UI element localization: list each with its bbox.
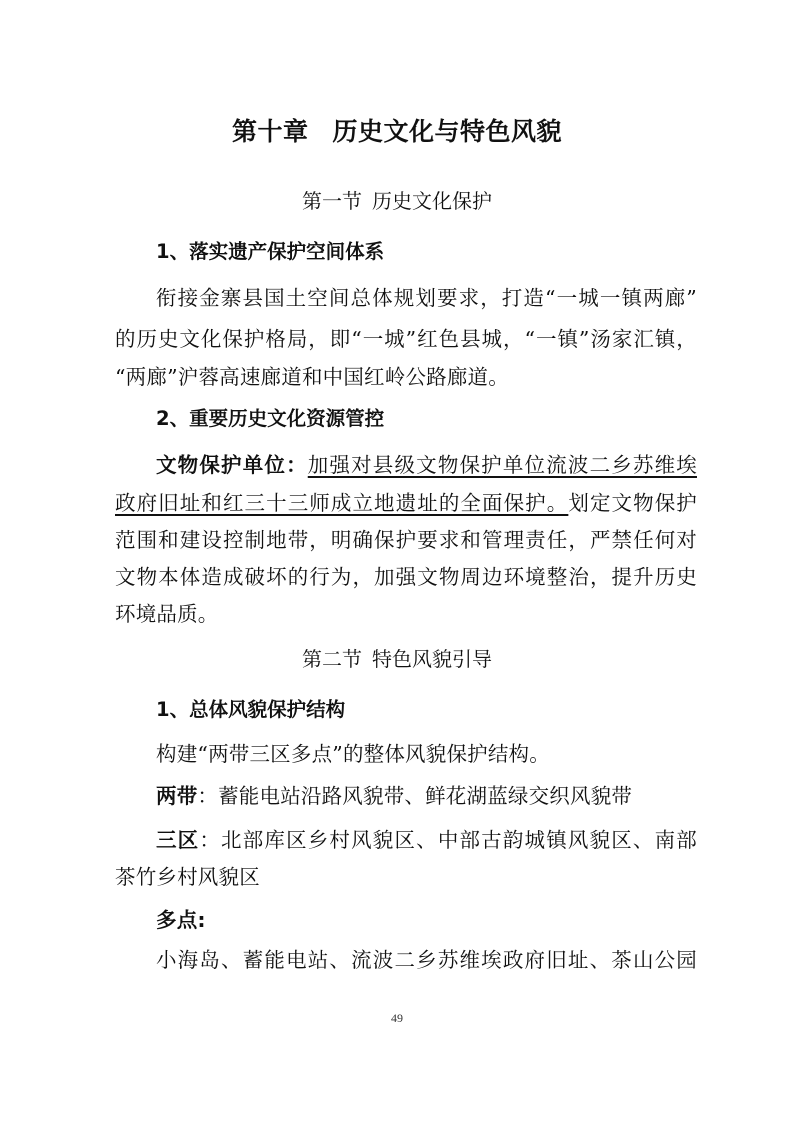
paragraph-line [115,486,697,516]
underlined-text: 政府旧址和红三十三师成立地遗址的全面保护。 [115,491,569,515]
paragraph-line [156,779,632,809]
belts-label: 两带 [156,784,198,808]
section-title-1 [0,185,794,214]
section-title-2 [0,643,794,672]
zones-label: 三区 [156,828,200,852]
paragraph-line [156,448,697,478]
section-name: 历史文化保护 [372,189,492,213]
relic-unit-label: 文物保护单位： [156,453,308,477]
paragraph-line [156,903,206,933]
paragraph-line: 茶竹乡村风貌区 [115,865,260,889]
heading-resource-control: 2、重要历史文化资源管控 [156,407,385,430]
paragraph-line: 范围和建设控制地带，明确保护要求和管理责任，严禁任何对 [115,528,697,552]
paragraph-text: 划定文物保护 [568,491,698,515]
heading-heritage-system: 1、落实遗产保护空间体系 [156,240,385,263]
page-number: 49 [391,1011,403,1025]
paragraph-line: 衔接金寨县国土空间总体规划要求，打造“一城一镇两廊” [156,286,697,310]
paragraph-line: 构建“两带三区多点”的整体风貌保护结构。 [156,742,550,766]
paragraph-line: 环境品质。 [115,602,219,626]
points-label: 多点: [156,908,206,932]
chapter-name: 历史文化与特色风貌 [332,117,563,146]
chapter-number: 第十章 [231,117,309,146]
chapter-title [0,112,794,148]
section-number: 第一节 [302,189,362,213]
section-number: 第二节 [302,647,362,671]
paragraph-line: 小海岛、蓄能电站、流波二乡苏维埃政府旧址、茶山公园 [156,948,697,972]
paragraph-text: ：蓄能电站沿路风貌带、鲜花湖蓝绿交织风貌带 [197,784,633,808]
paragraph-text: ：北部库区乡村风貌区、中部古韵城镇风貌区、南部 [199,828,697,852]
paragraph-line: 文物本体造成破坏的行为，加强文物周边环境整治，提升历史 [115,565,697,589]
paragraph-line: 的历史文化保护格局，即“一城”红色县城，“一镇”汤家汇镇， [115,327,697,351]
underlined-text: 加强对县级文物保护单位流波二乡苏维埃 [307,453,697,477]
paragraph-line [156,823,697,853]
section-name: 特色风貌引导 [372,647,492,671]
paragraph-line: “两廊”沪蓉高速廊道和中国红岭公路廊道。 [115,365,509,389]
heading-landscape-structure: 1、总体风貌保护结构 [156,698,346,721]
